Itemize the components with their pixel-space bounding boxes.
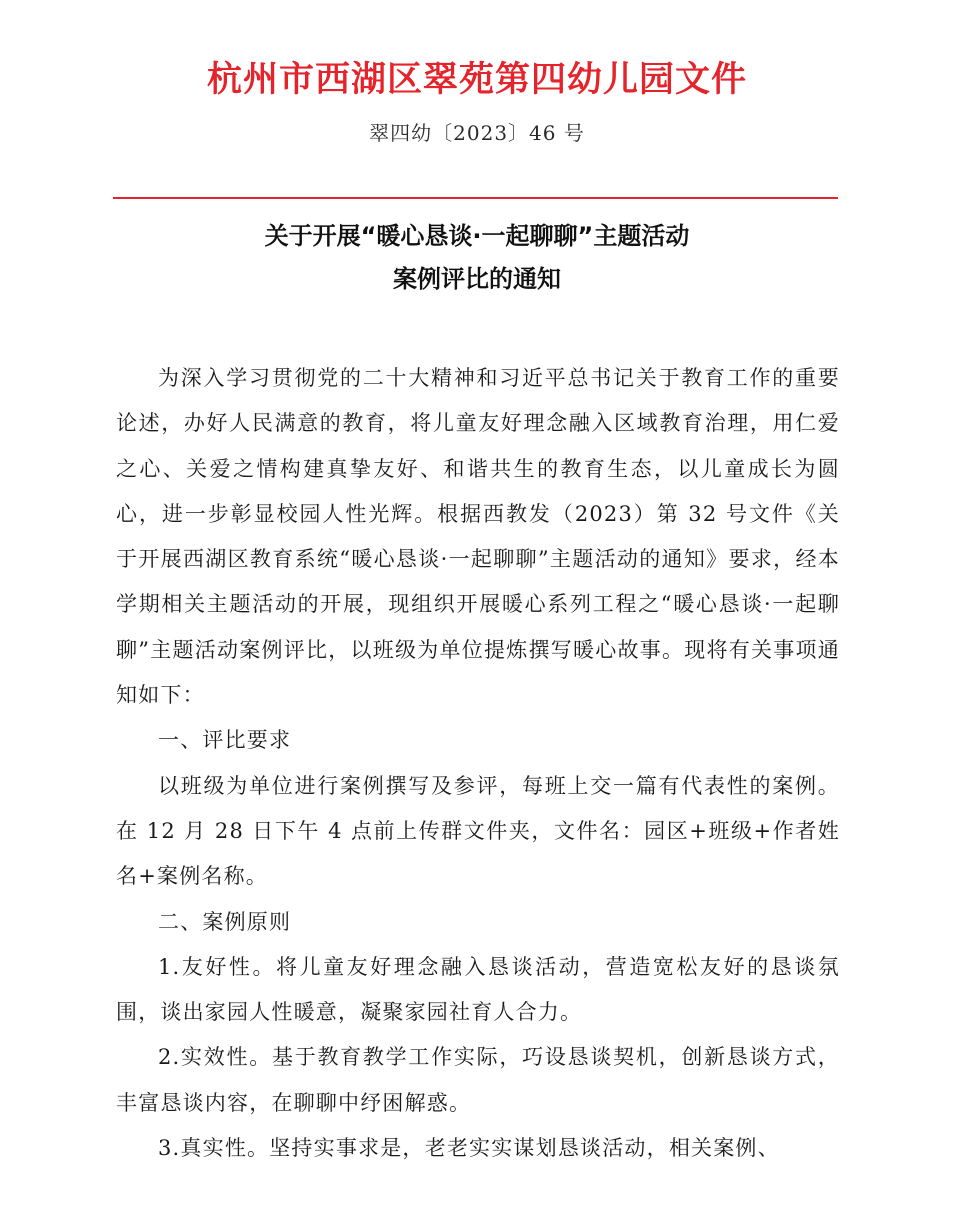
principle-authenticity: 3.真实性。坚持实事求是，老老实实谋划恳谈活动，相关案例、 bbox=[158, 1136, 780, 1161]
principle-friendliness: 1.友好性。将儿童友好理念融入恳谈活动，营造宽松友好的恳谈氛围，谈出家园人性暖意，凝聚家园社育人合力。 bbox=[116, 954, 840, 1025]
requirements-paragraph: 以班级为单位进行案例撰写及参评，每班上交一篇有代表性的案例。在 12 月 28 日下午 4 点前上传群文件夹，文件名：园区+班级+作者姓名+案例名称。 bbox=[116, 773, 840, 889]
red-divider-line bbox=[113, 197, 838, 199]
org-document-title: 杭州市西湖区翠苑第四幼儿园文件 bbox=[206, 59, 747, 100]
document-body bbox=[116, 356, 840, 1171]
principle-effectiveness: 2.实效性。基于教育教学工作实际，巧设恳谈契机，创新恳谈方式，丰富恳谈内容，在聊聊中纾困解惑。 bbox=[116, 1045, 840, 1115]
section-heading-requirements: 一、评比要求 bbox=[158, 728, 292, 753]
section-heading-principles: 二、案例原则 bbox=[158, 909, 292, 934]
notice-title-line2: 案例评比的通知 bbox=[393, 265, 561, 293]
intro-paragraph: 为深入学习贯彻党的二十大精神和习近平总书记关于教育工作的重要论述，办好人民满意的教育，将儿童友好理念融入区域教育治理，用仁爱之心、关爱之情构建真挚友好、和谐共生的教育生态，以儿童成长为圆心，进一步彰显校园人性光辉。根据西教发（2023）第 32 号文件《关于开展西湖区教育系统“暖心恳谈·一起聊聊”主题活动的通知》要求，经本学期相关主题活动的开展，现组织开展暖心系列工程之“暖心恳谈·一起聊聊”主题活动案例评比，以班级为单位提炼撰写暖心故事。现将有关事项通知如下： bbox=[116, 366, 840, 708]
document-number: 翠四幼〔2023〕46 号 bbox=[369, 121, 585, 145]
notice-title-line1: 关于开展“暖心恳谈·一起聊聊”主题活动 bbox=[264, 222, 690, 250]
